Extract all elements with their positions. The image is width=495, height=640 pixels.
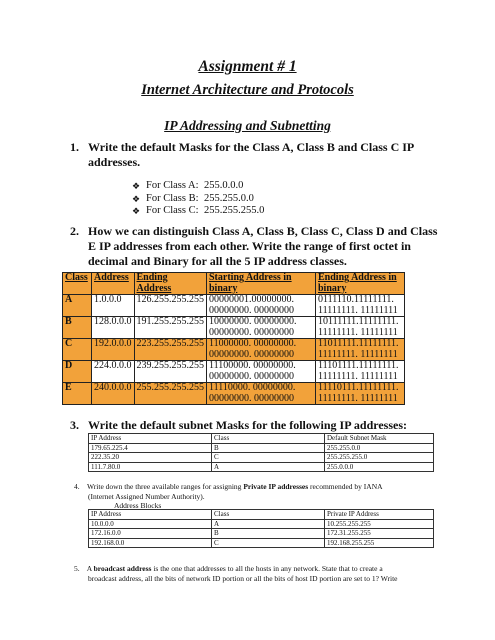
table-row: E 240.0.0.0 255.255.255.255 11110000. 00000000. 00000000. 00000000 11110111.11111111. 11111111. 11111111 [63, 383, 405, 405]
question-2 [70, 224, 442, 269]
question-5: 5. A broadcast address is the one that addresses to all the hosts in any network. State that to create a broadcast address, all the bits of network ID portion or all the bits of host ID portion are set to 1? Write [74, 564, 398, 583]
question-2-text: How we can distinguish Class A, Class B, Class C, Class D and Class E IP addresses from each other. Write the range of first octet in decimal and Binary for all the 5 IP address classes. [88, 224, 438, 268]
table-header-row: Class Address Ending Address Starting Address in binary Ending Address in binary [63, 273, 405, 295]
section-heading: IP Addressing and Subnetting [164, 118, 331, 133]
list-item: ❖ For Class C: 255.255.255.0 [132, 205, 265, 216]
table-row: 179.65.225.4 B 255.255.0.0 [89, 443, 434, 453]
question-4: 4. Write down the three available ranges for assigning Private IP addresses recommended by IANA (Internet Assigned Number Authority). Address Blocks [74, 482, 434, 511]
default-masks-list [132, 180, 264, 218]
question-3-text: Write the default subnet Masks for the following IP addresses: [88, 418, 408, 432]
list-item: ❖ For Class A: 255.0.0.0 [132, 180, 244, 191]
table-row: 192.168.0.0 C 192.168.255.255 [89, 538, 434, 548]
table-row: A 1.0.0.0 126.255.255.255 00000001.00000000. 00000000. 00000000 0111110.11111111. 11111111. 11111111 [63, 295, 405, 317]
table-row: D 224.0.0.0 239.255.255.255 11100000. 00000000. 00000000. 00000000 11101111.11111111. 11111111. 11111111 [63, 361, 405, 383]
question-3-number: 3. [70, 418, 79, 432]
table-header-row: IP Address Class Default Subnet Mask [89, 434, 434, 444]
diamond-bullet-icon: ❖ [132, 181, 141, 191]
table-row: C 192.0.0.0 223.255.255.255 11000000. 00000000. 00000000. 00000000 11011111.11111111. 11111111. 11111111 [63, 339, 405, 361]
address-blocks-label: Address Blocks [114, 501, 162, 510]
list-item: ❖ For Class B: 255.255.0.0 [132, 192, 254, 204]
question-5-number: 5. [74, 564, 80, 573]
question-4-number: 4. [74, 482, 80, 491]
question-1-number: 1. [70, 140, 79, 154]
diamond-bullet-icon: ❖ [132, 193, 141, 204]
course-subtitle: Internet Architecture and Protocols [141, 82, 354, 98]
table-row: 111.7.80.0 A 255.0.0.0 [89, 462, 434, 472]
question-1-text: Write the default Masks for the Class A, Class B and Class C IP addresses. [88, 140, 414, 169]
question-3 [70, 418, 450, 433]
table-row: 10.0.0.0 A 10.255.255.255 [89, 519, 434, 529]
question-1 [70, 140, 440, 170]
question-2-number: 2. [70, 224, 79, 238]
diamond-bullet-icon: ❖ [132, 206, 141, 216]
subnet-mask-table [88, 433, 434, 472]
table-header-row: IP Address Class Private IP Address [89, 510, 434, 520]
assignment-title: Assignment # 1 [198, 58, 297, 75]
table-row: B 128.0.0.0 191.255.255.255 10000000. 00000000. 00000000. 00000000 10111111.11111111. 11111111. 11111111 [63, 317, 405, 339]
table-row: 222.35.20 C 255.255.255.0 [89, 453, 434, 463]
ip-class-table [62, 272, 405, 405]
private-ip-table [88, 509, 434, 548]
table-row: 172.16.0.0 B 172.31.255.255 [89, 529, 434, 539]
